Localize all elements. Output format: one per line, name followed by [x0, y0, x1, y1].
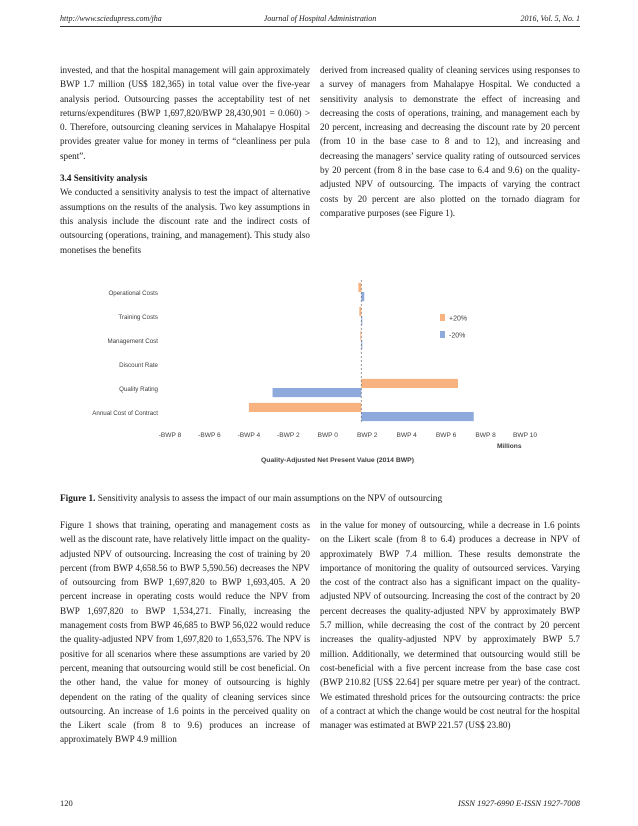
- category-label: Quality Rating: [119, 386, 158, 393]
- bar-minus20: [361, 292, 364, 301]
- category-label: Discount Rate: [119, 362, 158, 369]
- x-tick-label: -BWP 2: [277, 432, 300, 439]
- bar-minus20: [273, 388, 362, 397]
- x-tick-label: -BWP 6: [198, 432, 221, 439]
- section-heading: 3.4 Sensitivity analysis: [60, 173, 148, 184]
- category-label: Annual Cost of Contract: [92, 410, 158, 417]
- x-tick-label: BWP 2: [357, 432, 378, 439]
- legend-swatch: [440, 331, 445, 338]
- tornado-chart-svg: [90, 272, 560, 484]
- paragraph: invested, and that the hospital management will gain approximately BWP 1.7 million (US$ 182,365) in total value over the five-year analysis period. Outsourcing passes the acceptability test of net returns/expenditures (BWP 1,697,820/BWP 28,430,901 = 0.060) > 0. Therefore, outsourcing cleaning services in Mahalapye Hospital provides greater value for money in terms of “cleanliness per pula spent”.: [60, 65, 310, 161]
- category-label: Operational Costs: [108, 290, 158, 297]
- figure-label: Figure 1.: [60, 494, 96, 504]
- x-tick-label: BWP 8: [475, 432, 496, 439]
- paragraph: in the value for money of outsourcing, while a decrease in 1.6 points on the Likert scale (from 8 to 6.4) produces a decrease in NPV of approximately BWP 7.4 million. These results demonstrate the importance of monitoring the quality of outsourced services. Varying the cost of the contract also has a significant impact on the quality-adjusted NPV of outsourcing. Increasing the cost of the contract by 20 percent decreases the quality-adjusted NPV by approximately BWP 5.7 million, while decreasing the cost of the contract by 20 percent increases the quality-adjusted NPV by approximately BWP 5.7 million. Additionally, we determined that outsourcing would still be cost-beneficial with a five percent increase from the base case cost (BWP 210.82 [US$ 22.64] per square metre per year) of the contract. We estimated threshold prices for the outsourcing contracts: the price of a contract at which the change would be cost neutral for the hospital manager was estimated at BWP 221.57 (US$ 23.80): [320, 520, 580, 731]
- bar-plus20: [361, 379, 458, 388]
- x-tick-label: BWP 4: [396, 432, 417, 439]
- bar-plus20: [358, 283, 361, 292]
- paragraph: Figure 1 shows that training, operating and management costs as well as the discount rate, have relatively little impact on the quality-adjusted NPV of outsourcing. Increasing the cost of training by 20 percent (from BWP 4,658.56 to BWP 5,590.56) decreases the NPV of outsourcing from BWP 1,697,820 to BWP 1,693,405. A 20 percent increase in operating costs would reduce the NPV from BWP 1,697,820 to BWP 1,534,271. Finally, increasing the management costs from BWP 46,685 to BWP 56,022 would reduce the quality-adjusted NPV from 1,697,820 to 1,653,576. The NPV is positive for all scenarios where these assumptions are varied by 20 percent, meaning that outsourcing would still be cost beneficial. On the other hand, the value for money of outsourcing is highly dependent on the rating of the quality of cleaning services since outsourcing. An increase of 1.6 points in the perceived quality on the Likert scale (from 8 to 9.6) produces an increase of approximately BWP 4.9 million: [60, 520, 310, 745]
- x-tick-label: -BWP 8: [158, 432, 182, 439]
- bottom-right-column: [320, 518, 580, 732]
- x-tick-label: BWP 0: [317, 432, 338, 439]
- bar-plus20: [249, 403, 361, 412]
- issn: ISSN 1927-6990 E-ISSN 1927-7008: [457, 798, 580, 808]
- journal-url[interactable]: http://www.sciedupress.com/jha: [60, 14, 162, 23]
- legend-label: -20%: [449, 332, 466, 340]
- legend-swatch: [440, 314, 445, 321]
- journal-name: Journal of Hospital Administration: [263, 14, 377, 23]
- volume-info: 2016, Vol. 5, No. 1: [520, 14, 580, 23]
- x-tick-label: BWP 6: [435, 432, 457, 439]
- bottom-left-column: [60, 518, 310, 747]
- tornado-chart: [90, 272, 560, 484]
- paragraph: We conducted a sensitivity analysis to test the impact of alternative assumptions on the results of the analysis. Two key assumptions in this analysis include the discount rate and the indirect costs of outsourcing (operations, training, and management). This study also monetises the benefits: [60, 187, 310, 255]
- bar-minus20: [361, 412, 473, 421]
- top-right-column: [320, 63, 580, 220]
- running-header: [60, 12, 580, 27]
- x-tick-label: BWP 10: [512, 432, 538, 439]
- x-tick-label: -BWP 4: [237, 432, 261, 439]
- category-label: Management Cost: [107, 338, 158, 345]
- page-number: 120: [60, 798, 73, 808]
- paragraph: derived from increased quality of cleaning services using responses to a survey of managers from Mahalapye Hospital. We conducted a sensitivity analysis to demonstrate the effect of increasing and decreasing the costs of operations, training, and management each by 20 percent, increasing and decreasing the discount rate by 20 percent (from 10 in the base case to 8 and to 12), and increasing and decreasing the managers’ service quality rating of outsourced services by 20 percent (from 8 in the base case to 6.4 and 9.6) on the quality-adjusted NPV of outsourcing. The impacts of varying the contract costs by 20 percent are also plotted on the tornado diagram for comparative purposes (see Figure 1).: [320, 65, 580, 218]
- figure-caption: [60, 494, 580, 504]
- top-left-column: [60, 63, 310, 257]
- figure-caption-text: Sensitivity analysis to assess the impact of our main assumptions on the NPV of outsourcing: [95, 494, 443, 504]
- x-axis-title: Quality-Adjusted Net Present Value (2014 BWP): [261, 457, 414, 464]
- legend-label: +20%: [449, 315, 468, 323]
- category-label: Training Costs: [118, 314, 158, 321]
- x-unit-label: Millions: [496, 443, 522, 450]
